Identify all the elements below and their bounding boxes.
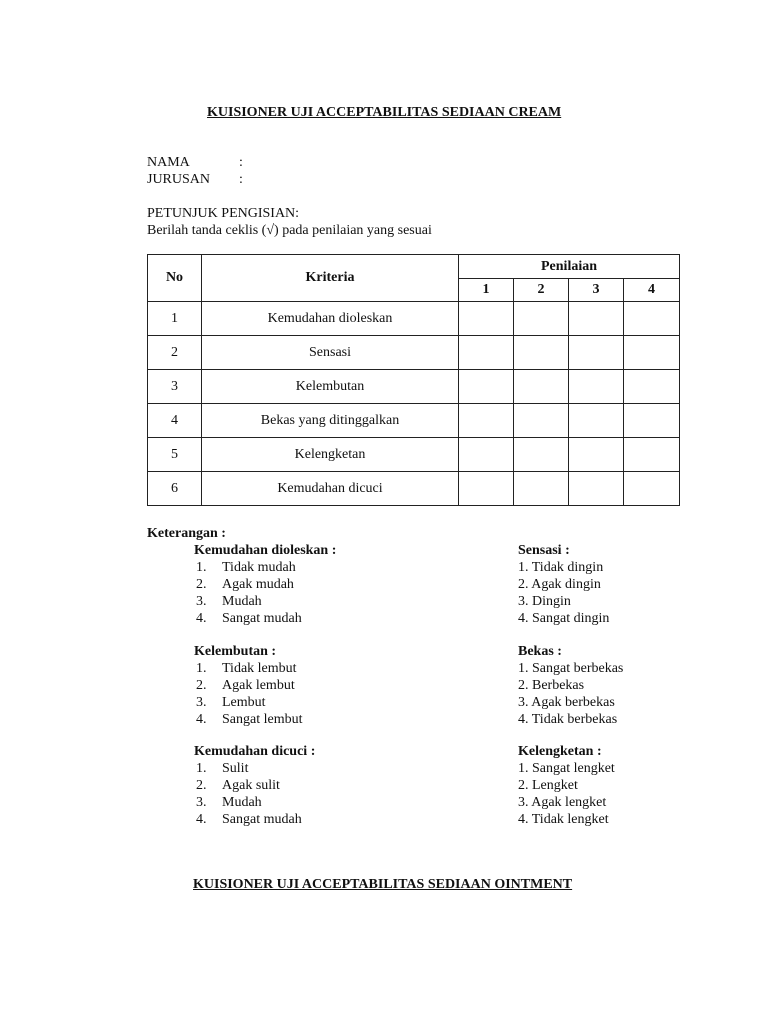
score-cell[interactable] <box>624 336 680 370</box>
row-kriteria: Sensasi <box>202 336 459 370</box>
score-cell[interactable] <box>459 472 514 506</box>
legend-item: 4. Sangat dingin <box>518 611 610 626</box>
legend-title: Kemudahan dioleskan : <box>194 543 337 558</box>
legend-item: 1. Sangat berbekas <box>518 661 624 676</box>
score-cell[interactable] <box>569 370 624 404</box>
legend-item: 1. Sangat lengket <box>518 761 615 776</box>
score-cell[interactable] <box>569 472 624 506</box>
score-cell[interactable] <box>569 302 624 336</box>
row-kriteria: Kelembutan <box>202 370 459 404</box>
table-row <box>148 472 680 506</box>
table-row <box>148 404 680 438</box>
legend-bekas <box>518 643 623 728</box>
row-no: 2 <box>148 336 202 370</box>
header-score-4: 4 <box>624 279 680 302</box>
section-title-ointment: KUISIONER UJI ACCEPTABILITAS SEDIAAN OINTMENT <box>193 877 573 892</box>
score-cell[interactable] <box>514 370 569 404</box>
score-cell[interactable] <box>624 404 680 438</box>
legend-item: 2. Berbekas <box>518 678 585 693</box>
field-sep-jurusan: : <box>239 172 243 187</box>
table-row <box>148 438 680 472</box>
row-no: 3 <box>148 370 202 404</box>
field-label-jurusan: JURUSAN <box>147 172 211 187</box>
header-score-3: 3 <box>569 279 624 302</box>
legend-item: 4. Tidak lengket <box>518 812 609 827</box>
legend-item: 1. Tidak dingin <box>518 560 604 575</box>
row-no: 4 <box>148 404 202 438</box>
field-sep-nama: : <box>239 155 243 170</box>
score-cell[interactable] <box>514 438 569 472</box>
legend-kelembutan <box>194 643 303 728</box>
field-label-nama: NAMA <box>147 155 190 170</box>
row-no: 5 <box>148 438 202 472</box>
score-cell[interactable] <box>459 302 514 336</box>
legend-item: 3. Agak berbekas <box>518 695 615 710</box>
legend-item: 3. Dingin <box>518 594 571 609</box>
legend-item: 4. Sangat mudah <box>196 812 302 827</box>
legend-title: Sensasi : <box>518 543 570 558</box>
legend-title: Kelembutan : <box>194 644 277 659</box>
score-cell[interactable] <box>624 370 680 404</box>
legend-item: 3. Mudah <box>196 795 262 810</box>
legend-item: 2. Agak dingin <box>518 577 601 592</box>
row-no: 1 <box>148 302 202 336</box>
legend-kemudahan-dioleskan <box>194 542 336 627</box>
row-kriteria: Kemudahan dioleskan <box>202 302 459 336</box>
legend-item: 3. Mudah <box>196 594 262 609</box>
score-cell[interactable] <box>459 370 514 404</box>
legend-item: 2. Agak sulit <box>196 778 280 793</box>
score-cell[interactable] <box>624 302 680 336</box>
table-row <box>148 336 680 370</box>
score-cell[interactable] <box>514 404 569 438</box>
legend-kemudahan-dicuci <box>194 743 315 828</box>
score-cell[interactable] <box>459 404 514 438</box>
row-kriteria: Bekas yang ditinggalkan <box>202 404 459 438</box>
row-no: 6 <box>148 472 202 506</box>
score-cell[interactable] <box>459 336 514 370</box>
legend-item: 4. Sangat lembut <box>196 712 303 727</box>
legend-item: 1. Tidak lembut <box>196 661 297 676</box>
legend-kelengketan <box>518 743 615 828</box>
header-score-2: 2 <box>514 279 569 302</box>
instructions-heading: PETUNJUK PENGISIAN: <box>147 206 300 221</box>
score-cell[interactable] <box>624 438 680 472</box>
score-cell[interactable] <box>569 404 624 438</box>
legend-item: 3. Agak lengket <box>518 795 607 810</box>
score-cell[interactable] <box>459 438 514 472</box>
legend-item: 3. Lembut <box>196 695 266 710</box>
legend-item: 4. Tidak berbekas <box>518 712 618 727</box>
score-cell[interactable] <box>514 302 569 336</box>
legend-item: 4. Sangat mudah <box>196 611 302 626</box>
score-cell[interactable] <box>514 472 569 506</box>
page-title: KUISIONER UJI ACCEPTABILITAS SEDIAAN CREAM <box>207 105 562 120</box>
legend-title: Kemudahan dicuci : <box>194 744 316 759</box>
score-cell[interactable] <box>569 336 624 370</box>
legend-item: 1. Tidak mudah <box>196 560 296 575</box>
legend-item: 2. Agak mudah <box>196 577 294 592</box>
header-kriteria: Kriteria <box>202 255 459 302</box>
header-no: No <box>148 255 202 302</box>
legend-title: Bekas : <box>518 644 562 659</box>
legend-title: Kelengketan : <box>518 744 602 759</box>
table-row <box>148 302 680 336</box>
header-score-1: 1 <box>459 279 514 302</box>
row-kriteria: Kelengketan <box>202 438 459 472</box>
instructions-text: Berilah tanda ceklis (√) pada penilaian yang sesuai <box>147 223 432 238</box>
legend-item: 2. Lengket <box>518 778 578 793</box>
legend-item: 1. Sulit <box>196 761 249 776</box>
row-kriteria: Kemudahan dicuci <box>202 472 459 506</box>
score-cell[interactable] <box>514 336 569 370</box>
table-row <box>148 370 680 404</box>
rating-table <box>147 254 680 506</box>
legend-sensasi <box>518 542 609 627</box>
score-cell[interactable] <box>624 472 680 506</box>
keterangan-heading: Keterangan : <box>147 526 226 541</box>
header-penilaian: Penilaian <box>459 255 680 279</box>
score-cell[interactable] <box>569 438 624 472</box>
legend-item: 2. Agak lembut <box>196 678 295 693</box>
